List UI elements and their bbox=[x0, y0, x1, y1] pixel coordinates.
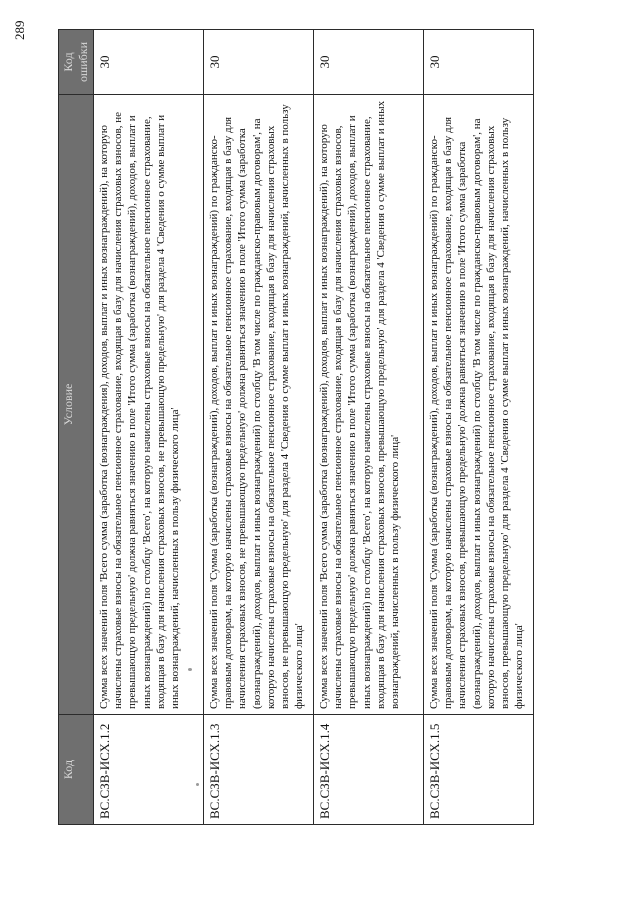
table-row bbox=[424, 30, 534, 825]
rule-code-cell: ВС.СЗВ-ИСХ.1.3 bbox=[204, 715, 314, 825]
rule-code-cell: ВС.СЗВ-ИСХ.1.2 bbox=[94, 715, 204, 825]
table-row bbox=[204, 30, 314, 825]
scan-speck bbox=[188, 668, 192, 671]
error-code-cell: 30 bbox=[204, 30, 314, 95]
rule-text-cell: Сумма всех значений поля 'Всего сумма (заработка (вознаграждений), доходов, выплат и иных вознаграждений), на которую начислены страховые взносы на обязательное пенсионное страхование, входящая в базу для начисления страховых взносов, превышающую предельную' должна равняться значению в поле 'Итого сумма (заработка (вознаграждений), доходов, выплат и иных вознаграждений) по столбцу 'Всего', на которую начислены страховые взносы на обязательное пенсионное страхование, входящая в базу для начисления страховых взносов, превышающую предельную' для раздела 4 'Сведения о сумме выплат и иных вознаграждений, начисленных в пользу физического лица' bbox=[314, 95, 424, 715]
page-number-text: 289 bbox=[12, 20, 27, 40]
rotated-table-container bbox=[58, 30, 526, 825]
page-number bbox=[12, 18, 30, 58]
rule-text-cell: Сумма всех значений поля 'Сумма (заработка (вознаграждений), доходов, выплат и иных вознаграждений) по гражданско-правовым договорам, на которую начислены страховые взносы на обязательное пенсионное страхование, входящая в базу для начисления страховых взносов, не превышающую предельную' должна равняться значению в поле 'Итого сумма (заработка (вознаграждений), доходов, выплат и иных вознаграждений) по столбцу 'В том числе по гражданско-правовым договорам', на которую начислены страховые взносы на обязательное пенсионное страхование, входящая в базу для начисления страховых взносов, не превышающую предельную' для раздела 4 'Сведения о сумме выплат и иных вознаграждений, начисленных в пользу физического лица' bbox=[204, 95, 314, 715]
scan-speck bbox=[196, 783, 199, 786]
rule-code-cell: ВС.СЗВ-ИСХ.1.5 bbox=[424, 715, 534, 825]
rule-code-cell: ВС.СЗВ-ИСХ.1.4 bbox=[314, 715, 424, 825]
table-row bbox=[94, 30, 204, 825]
rule-text-cell: Сумма всех значений поля 'Сумма (заработка (вознаграждений), доходов, выплат и иных вознаграждений) по гражданско-правовым договорам, на которую начислены страховые взносы на обязательное пенсионное страхование, входящая в базу для начисления страховых взносов, превышающую предельную' должна равняться значению в поле 'Итого сумма (заработка (вознаграждений), доходов, выплат и иных вознаграждений) по столбцу 'В том числе по гражданско-правовым договорам', на которую начислены страховые взносы на обязательное пенсионное страхование, входящая в базу для начисления страховых взносов, превышающую предельную' для раздела 4 'Сведения о сумме выплат и иных вознаграждений, начисленных в пользу физического лица' bbox=[424, 95, 534, 715]
validation-rules-table bbox=[58, 29, 534, 825]
error-code-cell: 30 bbox=[94, 30, 204, 95]
error-code-cell: 30 bbox=[424, 30, 534, 95]
header-code: Код bbox=[59, 715, 94, 825]
rule-text-cell: Сумма всех значений поля 'Всего сумма (заработка (вознаграждения), доходов, выплат и иных вознаграждений), на которую начислены страховые взносы на обязательное пенсионное страхование, входящая в базу для начисления страховых взносов, не превышающую предельную' должна равняться значению в поле 'Итого сумма (заработка (вознаграждений), доходов, выплат и иных вознаграждений) по столбцу 'Всего', на которую начислены страховые взносы на обязательное пенсионное страхование, входящая в базу для начисления страховых взносов, не превышающую предельную' для раздела 4 'Сведения о сумме выплат и иных вознаграждений, начисленных в пользу физического лица' bbox=[94, 95, 204, 715]
table-header-row bbox=[59, 30, 94, 825]
header-error-code: Код ошибки bbox=[59, 30, 94, 95]
error-code-cell: 30 bbox=[314, 30, 424, 95]
header-rule: Условие bbox=[59, 95, 94, 715]
table-row bbox=[314, 30, 424, 825]
